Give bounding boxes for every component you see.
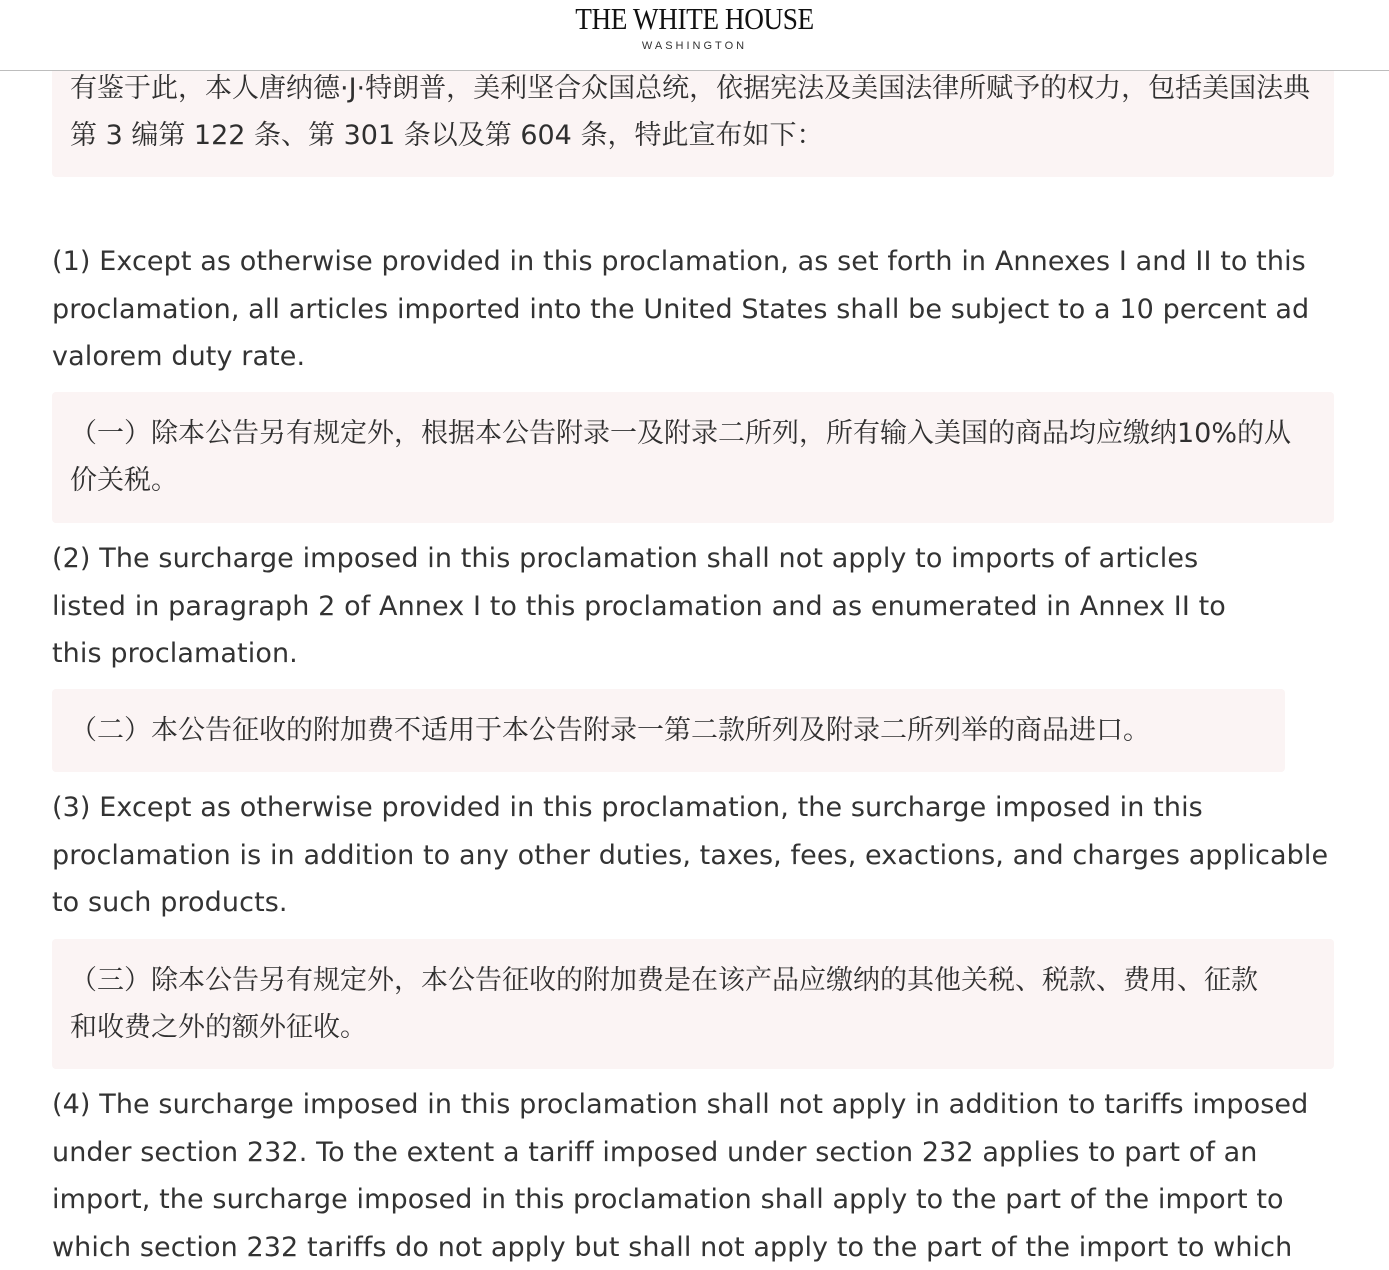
section-1-translation-box <box>52 392 1334 523</box>
section-2-translation-box <box>52 689 1285 772</box>
section-3-translation-text: （三）除本公告另有规定外，本公告征收的附加费是在该产品应缴纳的其他关税、税款、费用、征款和收费之外的额外征收。 <box>70 965 1258 1043</box>
site-header <box>0 0 1389 71</box>
section-1-english: (1) Except as otherwise provided in this proclamation, as set forth in Annexes I and II to this proclamation, all articles imported into the United States shall be subject to a 10 percent ad valorem duty rate. <box>52 246 1310 372</box>
logo-title: THE WHITE HOUSE <box>575 1 814 36</box>
preamble-translation-box <box>52 55 1334 177</box>
section-1-translation-text: （一）除本公告另有规定外，根据本公告附录一及附录二所列，所有输入美国的商品均应缴纳10%的从价关税。 <box>70 418 1292 496</box>
section-3-english: (3) Except as otherwise provided in this proclamation, the surcharge imposed in this proclamation is in addition to any other duties, taxes, fees, exactions, and charges applicable to such products. <box>52 792 1329 918</box>
section-4-english: (4) The surcharge imposed in this proclamation shall not apply in addition to tariffs imposed under section 232. To the extent a tariff imposed under section 232 applies to part of an import, the surcharge imposed in this proclamation shall apply to the part of the import to which section 232 tariffs do not apply but shall not apply to the part of the import to which <box>52 1089 1309 1263</box>
section-3-translation-box <box>52 939 1334 1069</box>
logo-subtitle: WASHINGTON <box>641 40 748 52</box>
white-house-logo[interactable] <box>0 2 1389 52</box>
preamble-translation-text: 有鉴于此，本人唐纳德·J·特朗普，美利坚合众国总统，依据宪法及美国法律所赋予的权力，包括美国法典第 3 编第 122 条、第 301 条以及第 604 条，特此宣布如下： <box>70 73 1311 151</box>
section-2-translation-text: （二）本公告征收的附加费不适用于本公告附录一第二款所列及附录二所列举的商品进口。 <box>70 715 1150 746</box>
section-2-english: (2) The surcharge imposed in this proclamation shall not apply to imports of articles listed in paragraph 2 of Annex I to this proclamation and as enumerated in Annex II to this proclamation. <box>52 543 1226 669</box>
